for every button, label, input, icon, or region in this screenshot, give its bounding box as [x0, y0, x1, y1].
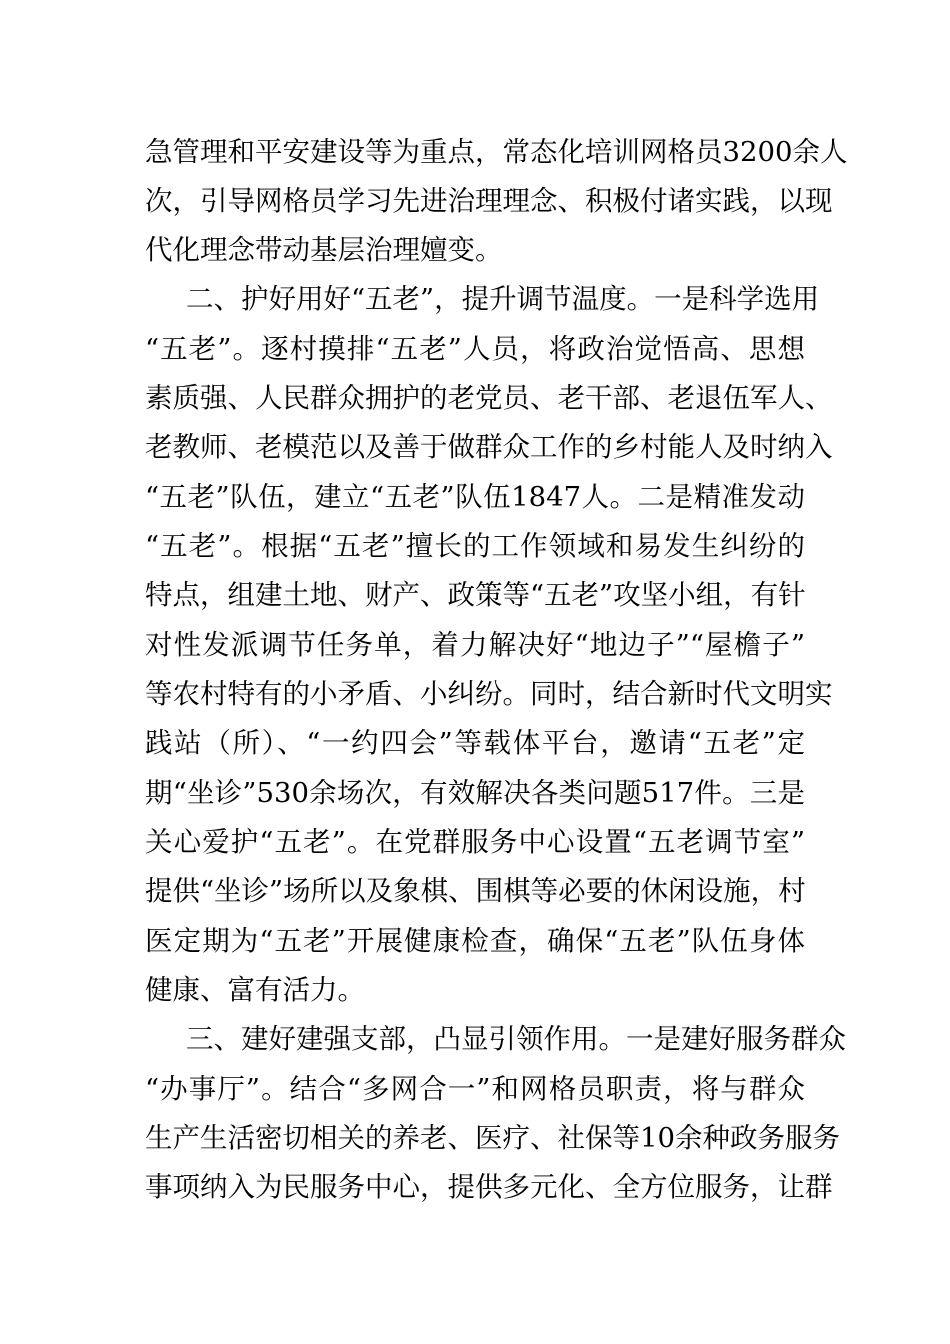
- body-text-line: 对性发派调节任务单，着力解决好“地边子”“屋檐子”: [145, 629, 805, 661]
- body-text-line: “办事厅”。结合“多网合一”和网格员职责，将与群众: [145, 1073, 805, 1105]
- body-text-line: 等农村特有的小矛盾、小纠纷。同时，结合新时代文明实: [145, 678, 833, 710]
- body-text-line: 生产生活密切相关的养老、医疗、社保等10余种政务服务: [145, 1122, 840, 1154]
- paragraph-heading-line: 三、建好建强支部，凸显引领作用。一是建好服务群众: [186, 1023, 846, 1055]
- body-text-line: 关心爱护“五老”。在党群服务中心设置“五老调节室”: [145, 826, 805, 858]
- paragraph-heading-line: 二、护好用好“五老”，提升调节温度。一是科学选用: [186, 283, 820, 315]
- body-text-line: 代化理念带动基层治理嬗变。: [145, 234, 503, 266]
- body-text-line: 特点，组建土地、财产、政策等“五老”攻坚小组，有针: [145, 579, 806, 611]
- body-text-line: 践站（所）、“一约四会”等载体平台，邀请“五老”定: [145, 727, 805, 759]
- body-text-line: 提供“坐诊”场所以及象棋、围棋等必要的休闲设施，村: [145, 875, 806, 907]
- body-text-line: 素质强、人民群众拥护的老党员、老干部、老退伍军人、: [145, 382, 833, 414]
- body-text-line: 事项纳入为民服务中心，提供多元化、全方位服务，让群: [145, 1171, 833, 1203]
- body-text-line: 老教师、老模范以及善于做群众工作的乡村能人及时纳入: [145, 431, 833, 463]
- body-text-line: “五老”队伍，建立“五老”队伍1847人。二是精准发动: [145, 481, 805, 513]
- body-text-line: 急管理和平安建设等为重点，常态化培训网格员3200余人: [145, 136, 848, 168]
- body-text-line: 医定期为“五老”开展健康检查，确保“五老”队伍身体: [145, 925, 805, 957]
- body-text-line: 次，引导网格员学习先进治理理念、积极付诸实践，以现: [145, 185, 833, 217]
- body-text-line: 健康、富有活力。: [145, 974, 365, 1006]
- body-text-line: “五老”。根据“五老”擅长的工作领域和易发生纠纷的: [145, 530, 805, 562]
- body-text-line: “五老”。逐村摸排“五老”人员，将政治觉悟高、思想: [145, 333, 805, 365]
- body-text-line: 期“坐诊”530余场次，有效解决各类问题517件。三是: [145, 777, 805, 809]
